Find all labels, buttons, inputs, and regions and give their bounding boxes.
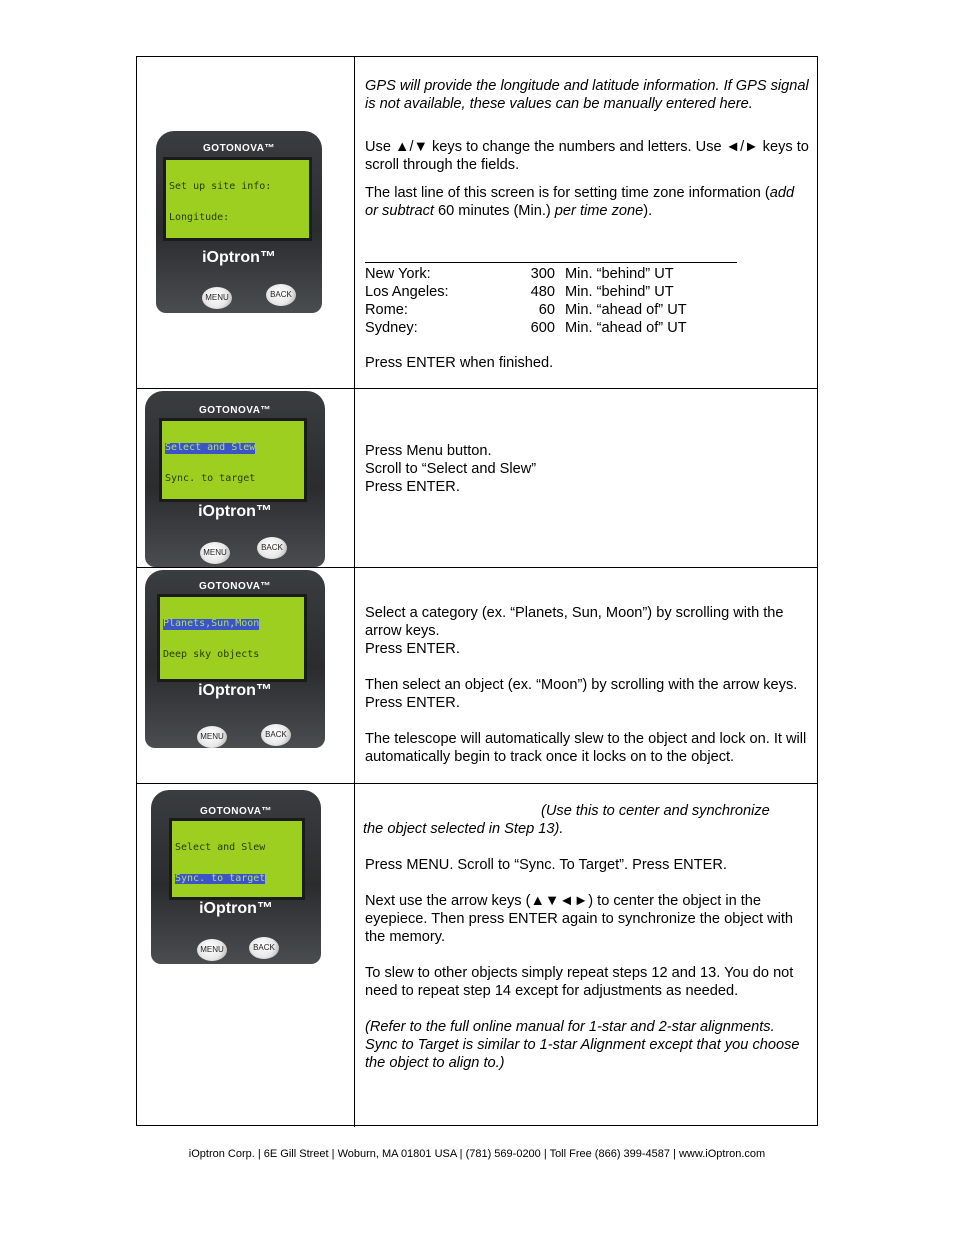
back-button: BACK [249, 937, 279, 959]
sync-menu-instruction: Press MENU. Scroll to “Sync. To Target”. Press ENTER. [365, 857, 727, 873]
table-row [137, 57, 817, 389]
page-footer: iOptron Corp. | 6E Gill Street | Woburn, MA 01801 USA | (781) 569-0200 | Toll Free (866) 399-4587 | www.iOptron.com [188, 1148, 766, 1160]
hand-controller-image [156, 131, 322, 313]
finish-instruction: Press ENTER when finished. [365, 355, 554, 371]
timezone-row: Rome: 60 Min. “ahead of” UT [365, 302, 687, 318]
device-logo: iOptron™ [198, 682, 272, 699]
sync-intro-line-2: the object selected in Step 13). [363, 821, 564, 837]
manual-reference-note: (Refer to the full online manual for 1-star and 2-star alignments. Sync to Target is similar to 1-star Alignment except that you choose the object to align to.) [365, 1019, 800, 1071]
device-screen: Select and Slew Sync. to target [159, 418, 307, 502]
text-cell [355, 568, 817, 783]
menu-button: MENU [200, 542, 230, 564]
hand-controller-image [151, 790, 321, 964]
device-brand: GOTONOVA™ [199, 405, 271, 416]
text-cell [355, 784, 817, 1127]
text-cell [355, 57, 817, 388]
device-logo: iOptron™ [202, 249, 276, 266]
timezone-row: Sydney: 600 Min. “ahead of” UT [365, 320, 687, 336]
device-brand: GOTONOVA™ [200, 806, 272, 817]
device-screen: Set up site info: Longitude: [163, 157, 312, 241]
device-brand: GOTONOVA™ [203, 143, 275, 154]
timezone-rule [365, 262, 737, 263]
image-cell [137, 784, 355, 1127]
timezone-row: New York: 300 Min. “behind” UT [365, 266, 674, 282]
back-button: BACK [261, 724, 291, 746]
hand-controller-image [145, 570, 325, 748]
table-row [137, 389, 817, 568]
timezone-table [365, 265, 765, 337]
menu-button: MENU [197, 726, 227, 748]
sync-intro-line-1: (Use this to center and synchronize [541, 803, 770, 819]
timezone-row: Los Angeles: 480 Min. “behind” UT [365, 284, 674, 300]
step-instructions: Press Menu button. Scroll to “Select and Slew” Press ENTER. [365, 443, 537, 495]
text-cell [355, 389, 817, 567]
arrow-keys-instruction: Next use the arrow keys (▲▼◄►) to center the object in the eyepiece. Then press ENTER again to synchronize the object with the memory. [365, 893, 794, 945]
category-instructions: Select a category (ex. “Planets, Sun, Moon”) by scrolling with the arrow keys. Press ENTER. Then select an object (ex. “Moon”) by scrolling with the arrow keys. Press ENTER. The telescope will automatically slew to the object and lock on. It will automatically begin to track once it locks on to the object. [365, 605, 807, 765]
timezone-paragraph: The last line of this screen is for setting time zone information (add or subtract 60 minutes (Min.) per time zone). [365, 185, 795, 219]
menu-button: MENU [197, 939, 227, 961]
gps-paragraph: GPS will provide the longitude and latitude information. If GPS signal is not available, these values can be manually entered here. [365, 78, 809, 112]
table-row [137, 568, 817, 784]
repeat-steps-instruction: To slew to other objects simply repeat steps 12 and 13. You do not need to repeat step 14 except for adjustments as needed. [365, 965, 794, 999]
back-button: BACK [266, 284, 296, 306]
instruction-table [136, 56, 818, 1126]
keys-paragraph: Use ▲/▼ keys to change the numbers and letters. Use ◄/► keys to scroll through the fields. [365, 139, 809, 173]
table-row [137, 784, 817, 1127]
menu-button: MENU [202, 287, 232, 309]
hand-controller-image [145, 391, 325, 567]
device-screen: Select and Slew Sync. to target [169, 818, 305, 900]
device-screen: Planets,Sun,Moon Deep sky objects [157, 594, 307, 682]
back-button: BACK [257, 537, 287, 559]
device-logo: iOptron™ [198, 503, 272, 520]
image-cell [137, 389, 355, 567]
device-brand: GOTONOVA™ [199, 581, 271, 592]
image-cell [137, 568, 355, 783]
device-logo: iOptron™ [199, 900, 273, 917]
image-cell [137, 57, 355, 388]
